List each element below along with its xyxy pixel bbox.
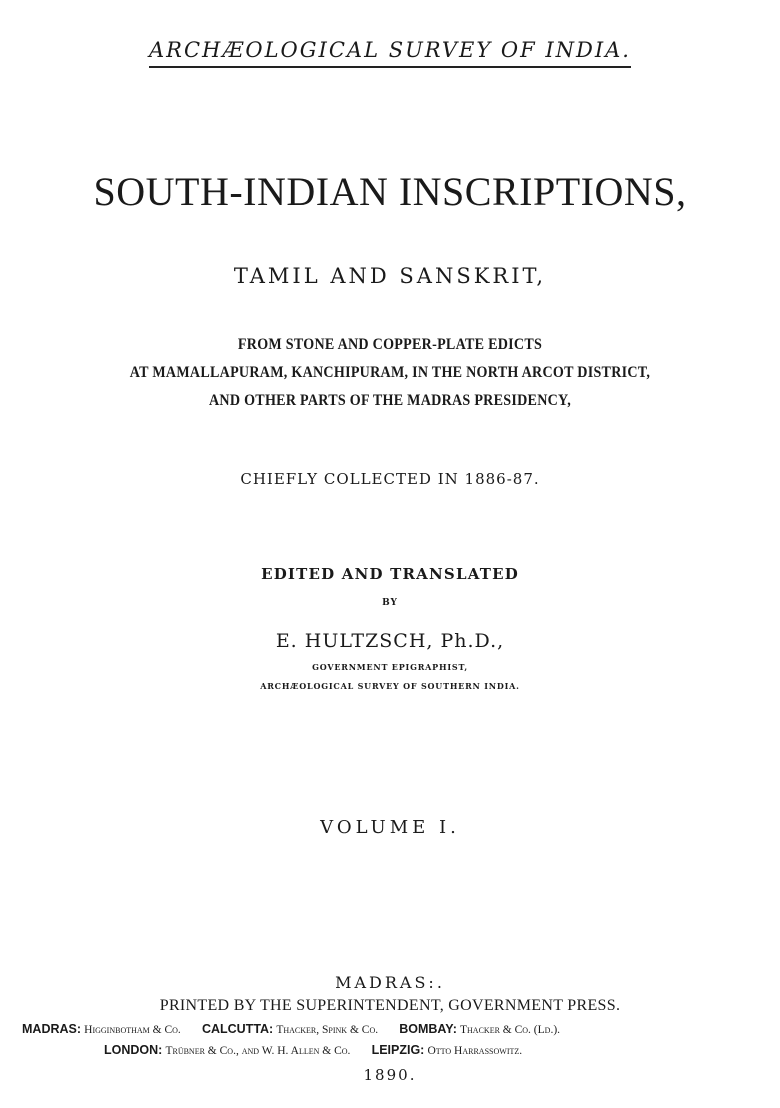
agents-line <box>104 1043 744 1058</box>
agents-line <box>22 1022 762 1037</box>
agent-city: CALCUTTA: <box>201 1022 274 1036</box>
author-role: GOVERNMENT EPIGRAPHIST, <box>312 662 468 672</box>
agent-publisher: Thacker & Co. (Ld.). <box>460 1024 561 1036</box>
source-line: AND OTHER PARTS OF THE MADRAS PRESIDENCY, <box>208 392 571 409</box>
edited-label: EDITED AND TRANSLATED <box>261 565 519 583</box>
agent-city: LEIPZIG: <box>371 1043 425 1057</box>
collection-note: CHIEFLY COLLECTED IN 1886-87. <box>240 470 540 488</box>
volume-number: VOLUME I. <box>320 817 460 838</box>
series-text: ARCHÆOLOGICAL SURVEY OF INDIA. <box>149 38 631 68</box>
imprint-printer: PRINTED BY THE SUPERINTENDENT, GOVERNMENT PRESS. <box>159 997 621 1014</box>
book-title: SOUTH-INDIAN INSCRIPTIONS, <box>93 169 687 214</box>
source-line: FROM STONE AND COPPER-PLATE EDICTS <box>237 336 543 353</box>
author-affiliation: ARCHÆOLOGICAL SURVEY OF SOUTHERN INDIA. <box>260 681 520 691</box>
source-line: AT MAMALLAPURAM, KANCHIPURAM, IN THE NORTH ARCOT DISTRICT, <box>129 364 651 381</box>
agent-city: MADRAS: <box>22 1022 82 1036</box>
agent-city: LONDON: <box>104 1043 163 1057</box>
series-heading <box>0 38 780 68</box>
imprint-place: MADRAS:. <box>335 973 445 992</box>
agent-publisher: Otto Harrassowitz. <box>427 1045 523 1057</box>
agent-city: BOMBAY: <box>399 1022 457 1036</box>
agent-publisher: Thacker, Spink & Co. <box>276 1024 379 1036</box>
agent-publisher: Trübner & Co., and W. H. Allen & Co. <box>165 1045 351 1057</box>
publication-year: 1890. <box>363 1066 417 1084</box>
by-label: BY <box>382 598 398 608</box>
book-subtitle: TAMIL AND SANSKRIT, <box>233 264 547 288</box>
agent-publisher: Higginbotham & Co. <box>84 1024 181 1036</box>
author-name: E. HULTZSCH, Ph.D., <box>275 630 505 652</box>
